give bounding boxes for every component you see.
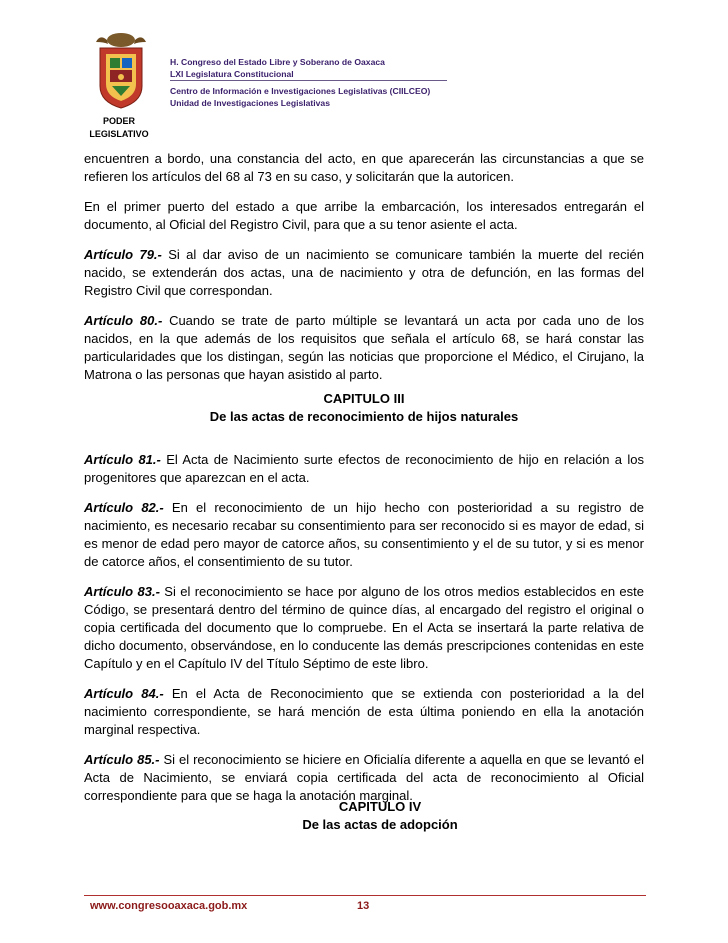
article-85	[84, 751, 644, 805]
body-section-2	[84, 451, 644, 805]
footer-divider	[84, 895, 646, 896]
header-institution	[170, 56, 385, 80]
footer-website-link[interactable]: www.congresooaxaca.gob.mx	[90, 900, 248, 912]
article-82-text: En el reconocimiento de un hijo hecho con posterioridad a su registro de nacimiento, es necesario recabar su consentimiento para ser reconocido si es mayor de edad, si es menor de edad pero mayor de catorce años, su consentimiento y el de su tutor, y si es menor de catorce años, el consentimiento de su tutor.	[84, 500, 644, 569]
page-number: 13	[357, 900, 370, 912]
article-79	[84, 246, 644, 300]
article-80-label: Artículo 80.-	[84, 313, 163, 328]
article-83	[84, 583, 644, 673]
header-unit-name: Unidad de Investigaciones Legislativas	[170, 98, 330, 108]
article-84-label: Artículo 84.-	[84, 686, 164, 701]
chapter-3-heading	[84, 390, 644, 426]
header-divider	[170, 80, 447, 81]
paragraph-continuation: encuentren a bordo, una constancia del acto, en que aparecerán las circunstancias a que se refieren los artículos del 68 al 73 en su caso, y solicitarán que la autoricen.	[84, 151, 644, 184]
header-legislature: LXI Legislatura Constitucional	[170, 69, 294, 79]
article-80	[84, 312, 644, 384]
poder-label: PODER	[102, 116, 135, 126]
article-79-text: Si al dar aviso de un nacimiento se comunicare también la muerte del recién nacido, se extenderán dos actas, una de nacimiento y otra de defunción, en las formas del Registro Civil que correspondan.	[84, 247, 644, 298]
article-81	[84, 451, 644, 487]
body-section-1	[84, 150, 644, 384]
state-seal-logo	[92, 30, 150, 112]
legislativo-label: LEGISLATIVO	[89, 129, 149, 139]
chapter-4-heading	[250, 798, 510, 834]
chapter-3-subtitle: De las actas de reconocimiento de hijos naturales	[209, 409, 519, 424]
article-82-label: Artículo 82.-	[84, 500, 164, 515]
chapter-4-subtitle: De las actas de adopción	[302, 817, 458, 832]
article-84-text: En el Acta de Reconocimiento que se extienda con posterioridad a la del nacimiento correspondiente, se hará mención de esta última poniendo en ella la anotación marginal respectiva.	[84, 686, 645, 737]
article-85-text: Si el reconocimiento se hiciere en Oficialía diferente a aquella en que se levantó el Acta de Nacimiento, se enviará copia certificada del acta de reconocimiento al Oficial correspondiente para que se haga la anotación marginal.	[84, 752, 644, 803]
article-81-label: Artículo 81.-	[84, 452, 161, 467]
header-congress-name: H. Congreso del Estado Libre y Soberano de Oaxaca	[170, 57, 385, 67]
article-83-label: Artículo 83.-	[84, 584, 160, 599]
article-85-label: Artículo 85.-	[84, 752, 160, 767]
paragraph-puerto: En el primer puerto del estado a que arribe la embarcación, los interesados entregarán el documento, al Oficial del Registro Civil, para que a su tenor asiente el acta.	[84, 199, 644, 232]
header-unit	[170, 85, 430, 109]
article-82	[84, 499, 644, 571]
article-80-text: Cuando se trate de parto múltiple se levantará un acta por cada uno de los nacidos, en la que además de los requisitos que señala el artículo 68, se hará constar las particularidades que los distingan, según las noticias que proporcione el Médico, el Cirujano, la Matrona o las personas que hayan asistido al parto.	[84, 313, 645, 382]
chapter-3-title: CAPITULO III	[323, 391, 405, 406]
header-center-name: Centro de Información e Investigaciones Legislativas (CIILCEO)	[170, 86, 431, 96]
article-81-text: El Acta de Nacimiento surte efectos de reconocimiento de hijo en relación a los progenitores que aparezcan en el acta.	[84, 452, 644, 485]
chapter-4-title: CAPITULO IV	[338, 799, 422, 814]
article-79-label: Artículo 79.-	[84, 247, 162, 262]
poder-legislativo-label	[84, 115, 154, 141]
article-84	[84, 685, 644, 739]
article-83-text: Si el reconocimiento se hace por alguno de los otros medios establecidos en este Código, se presentará dentro del término de quince días, al encargado del registro el original o copia certificada del documento que lo compruebe. En el Acta se insertará la parte relativa de dicho documento, observándose, en lo conducente las demás prescripciones contenidas en este Capítulo y en el Capítulo IV del Título Séptimo de este libro.	[84, 584, 645, 671]
